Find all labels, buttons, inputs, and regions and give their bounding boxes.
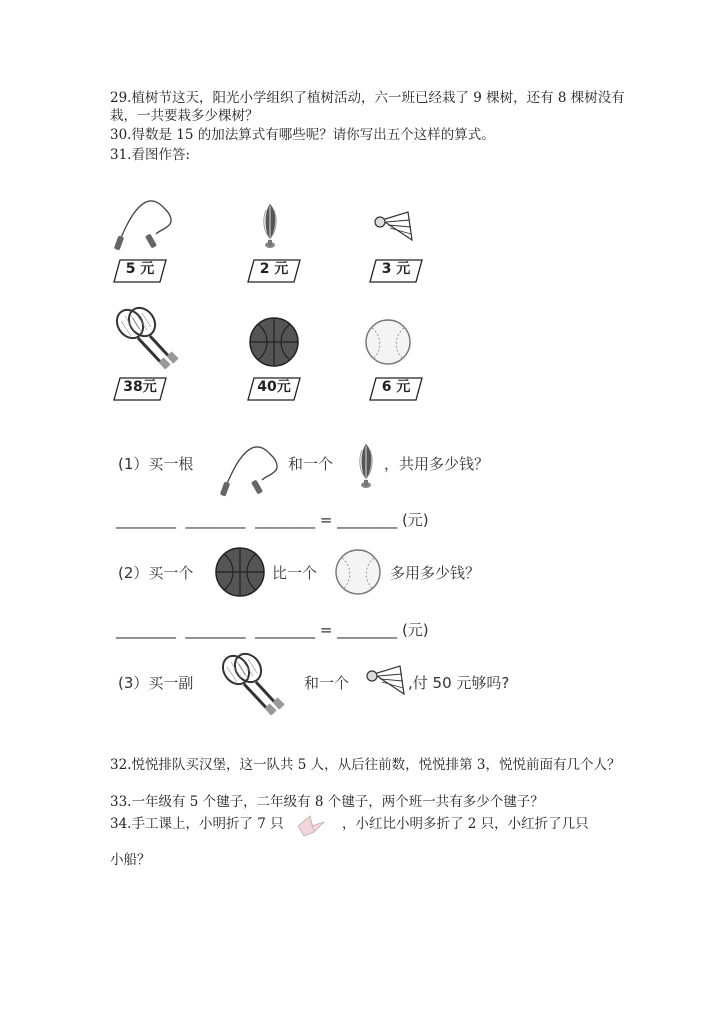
badminton-shuttle-icon — [364, 664, 408, 700]
badminton-price-tag — [368, 258, 424, 284]
sub3-middle: 和一个 — [304, 674, 350, 692]
jump-rope-icon — [112, 196, 182, 256]
question-34-part2: ，小红比小明多折了 2 只，小红折了几只 — [342, 816, 589, 832]
baseball-icon — [364, 318, 414, 368]
shuttlecock-kick-icon — [352, 440, 382, 490]
sub3-prefix: (3）买一副 — [118, 674, 194, 692]
question-34-part3: 小船？ — [110, 852, 151, 868]
jump-rope-icon — [218, 442, 288, 498]
badminton-price: 3 元 — [381, 261, 411, 277]
baseball-price-tag — [368, 376, 424, 402]
basketball-price: 40元 — [257, 379, 291, 395]
question-34-part1: 34.手工课上，小明折了 7 只 — [110, 816, 284, 832]
basketball-icon — [214, 546, 268, 600]
rackets-price-tag — [112, 376, 168, 402]
rope-price: 5 元 — [125, 261, 155, 277]
rackets-icon — [112, 306, 190, 372]
question-33: 33.一年级有 5 个毽子，二年级有 8 个毽子，两个班一共有多少个毽子？ — [110, 794, 544, 810]
shuttlecock-kick-icon — [256, 200, 286, 250]
sub2-prefix: (2）买一个 — [118, 564, 194, 582]
sub1-middle: 和一个 — [288, 455, 334, 473]
baseball-icon — [334, 548, 384, 598]
answer-line-1[interactable]: ________ ________ ________ = ________ (元) — [116, 511, 429, 529]
question-32: 32.悦悦排队买汉堡，这一队共 5 人，从后往前数，悦悦排第 3，悦悦前面有几个人？ — [110, 757, 621, 773]
rope-price-tag — [112, 258, 168, 284]
rackets-icon — [218, 652, 296, 718]
sub3-suffix: ,付 50 元够吗? — [408, 674, 510, 692]
sub1-suffix: ，共用多少钱？ — [384, 455, 490, 473]
rackets-price: 38元 — [123, 379, 157, 395]
basketball-price-tag — [246, 376, 302, 402]
question-31: 31.看图作答: — [110, 147, 191, 163]
sub2-middle: 比一个 — [272, 564, 318, 582]
basketball-icon — [248, 316, 302, 370]
question-30: 30.得数是 15 的加法算式有哪些呢？请你写出五个这样的算式。 — [110, 127, 495, 143]
badminton-shuttle-icon — [372, 210, 416, 246]
baseball-price: 6 元 — [381, 379, 411, 395]
kick-price-tag — [246, 258, 302, 284]
kick-price: 2 元 — [259, 261, 289, 277]
answer-line-2[interactable]: ________ ________ ________ = ________ (元) — [116, 621, 429, 639]
sub2-suffix: 多用多少钱？ — [390, 564, 481, 582]
question-29: 29.植树节这天，阳光小学组织了植树活动，六一班已经栽了 9 棵树，还有 8 棵树没有栽，一共要栽多少棵树？ — [110, 90, 625, 124]
paper-crane-icon — [296, 812, 326, 840]
sub1-prefix: (1）买一根 — [118, 455, 194, 473]
